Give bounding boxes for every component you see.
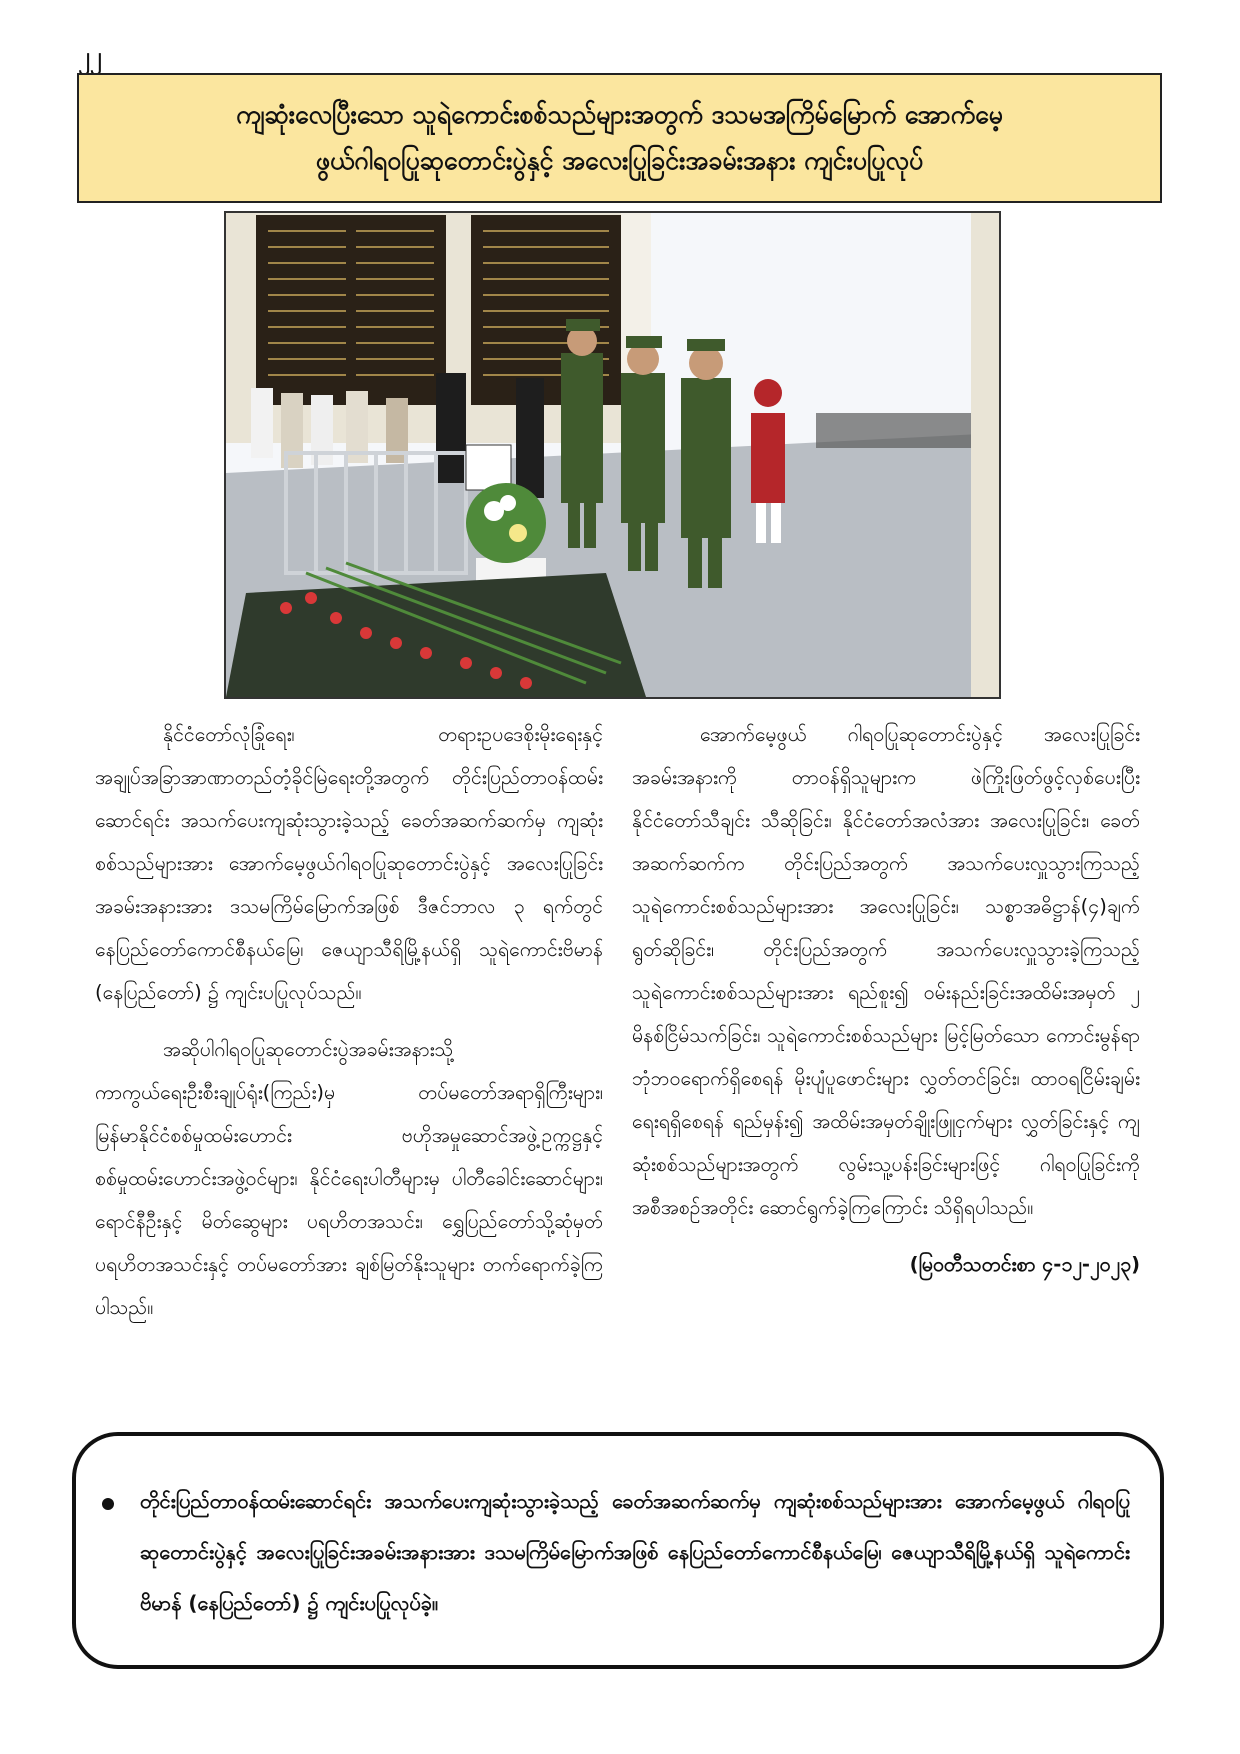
headline-line-1: ကျဆုံးလေပြီးသော သူရဲကောင်းစစ်သည်များအတွက် ဒသမအကြိမ်မြောက် အောက်မေ့: [236, 100, 1003, 129]
ceremony-photo: [224, 211, 1001, 699]
headline-line-2: ဖွယ်ဂါရဝပြုဆုတောင်းပွဲနှင့် အလေးပြုခြင်းအခမ်းအနား ကျင်းပပြုလုပ်: [315, 146, 924, 175]
summary-text: တိုင်းပြည်တာဝန်ထမ်းဆောင်ရင်း အသက်ပေးကျဆုံးသွားခဲ့သည့် ခေတ်အဆက်ဆက်မှ ကျဆုံးစစ်သည်များအား အောက်မေ့ဖွယ် ဂါရဝပြုဆုတောင်းပွဲနှင့် အလေးပြုခြင်းအခမ်းအနားအား ဒသမကြိမ်မြောက်အဖြစ် နေပြည်တော်ကောင်စီနယ်မြေ၊ ဇေယျာသီရိမြို့နယ်ရှိ သူရဲကောင်းဗိမာန် (နေပြည်တော်) ၌ ကျင်းပပြုလုပ်ခဲ့။: [140, 1489, 1130, 1615]
page-number: ၂၂: [78, 42, 102, 70]
crowd-right: [816, 413, 996, 448]
article-paragraph: နိုင်ငံတော်လုံခြုံရေး၊ တရားဥပဒေစိုးမိုးရေးနှင့် အချုပ်အခြာအာဏာတည်တံ့ခိုင်မြဲရေးတို့အတွက် တိုင်းပြည်တာဝန်ထမ်းဆောင်ရင်း အသက်ပေးကျဆုံးသွားခဲ့သည့် ခေတ်အဆက်ဆက်မှ ကျဆုံးစစ်သည်များအား အောက်မေ့ဖွယ်ဂါရဝပြုဆုတောင်းပွဲနှင့် အလေးပြုခြင်းအခမ်းအနားအား ဒသမကြိမ်မြောက်အဖြစ် ဒီဇင်ဘာလ ၃ ရက်တွင် နေပြည်တော်ကောင်စီနယ်မြေ၊ ဇေယျာသီရိမြို့နယ်ရှိ သူရဲကောင်းဗိမာန် (နေပြည်တော်) ၌ ကျင်းပပြုလုပ်သည်။: [95, 723, 603, 1004]
source-credit: (မြဝတီသတင်းစာ ၄-၁၂-၂၀၂၃): [909, 1253, 1140, 1276]
headline-box: [77, 73, 1162, 203]
bullet-icon: [102, 1498, 114, 1510]
right-pillar: [971, 213, 999, 697]
article-paragraph: အဆိုပါဂါရဝပြုဆုတောင်းပွဲအခမ်းအနားသို့ ကာကွယ်ရေးဦးစီးချုပ်ရုံး(ကြည်း)မှ တပ်မတော်အရာရှိကြီးများ၊ မြန်မာနိုင်ငံစစ်မှုထမ်းဟောင်း ဗဟိုအမှုဆောင်အဖွဲ့ဥက္ကဋ္ဌနှင့် စစ်မှုထမ်းဟောင်းအဖွဲ့ဝင်များ၊ နိုင်ငံရေးပါတီများမှ ပါတီခေါင်းဆောင်များ၊ ရောင်နီဦးနှင့် မိတ်ဆွေများ ပရဟိတအသင်း၊ ရွှေပြည်တော်သို့ဆုံမှတ်ပရဟိတအသင်းနှင့် တပ်မတော်အား ချစ်မြတ်နိုးသူများ တက်ရောက်ခဲ့ကြပါသည်။: [95, 1038, 603, 1319]
article-column-right: [632, 713, 1140, 1300]
ceremony-illustration: [226, 213, 999, 697]
summary-box: [72, 1432, 1164, 1669]
article-column-left: [95, 713, 603, 1343]
article-paragraph: အောက်မေ့ဖွယ် ဂါရဝပြုဆုတောင်းပွဲနှင့် အလေးပြုခြင်းအခမ်းအနားကို တာဝန်ရှိသူများက ဖဲကြိုးဖြတ်ဖွင့်လှစ်ပေးပြီး နိုင်ငံတော်သီချင်း သီဆိုခြင်း၊ နိုင်ငံတော်အလံအား အလေးပြုခြင်း၊ ခေတ်အဆက်ဆက်က တိုင်းပြည်အတွက် အသက်ပေးလှူသွားကြသည့် သူရဲကောင်းစစ်သည်များအား အလေးပြုခြင်း၊ သစ္စာအဓိဋ္ဌာန်(၄)ချက်ရွတ်ဆိုခြင်း၊ တိုင်းပြည်အတွက် အသက်ပေးလှူသွားခဲ့ကြသည့် သူရဲကောင်းစစ်သည်များအား ရည်စူး၍ ဝမ်းနည်းခြင်းအထိမ်းအမှတ် ၂ မိနစ်ငြိမ်သက်ခြင်း၊ သူရဲကောင်းစစ်သည်များ မြင့်မြတ်သော ကောင်းမွန်ရာဘုံဘဝရောက်ရှိစေရန် မိုးပျံပူဖောင်းများ လွှတ်တင်ခြင်း၊ ထာဝရငြိမ်းချမ်းရေးရရှိစေရန် ရည်မှန်း၍ အထိမ်းအမှတ်ချိုးဖြူငှက်များ လွှတ်ခြင်းနှင့် ကျဆုံးစစ်သည်များအတွက် လွမ်းသူ့ပန်းခြင်းများဖြင့် ဂါရဝပြုခြင်းကို အစီအစဉ်အတိုင်း ဆောင်ရွက်ခဲ့ကြကြောင်း သိရှိရပါသည်။: [632, 723, 1140, 1219]
